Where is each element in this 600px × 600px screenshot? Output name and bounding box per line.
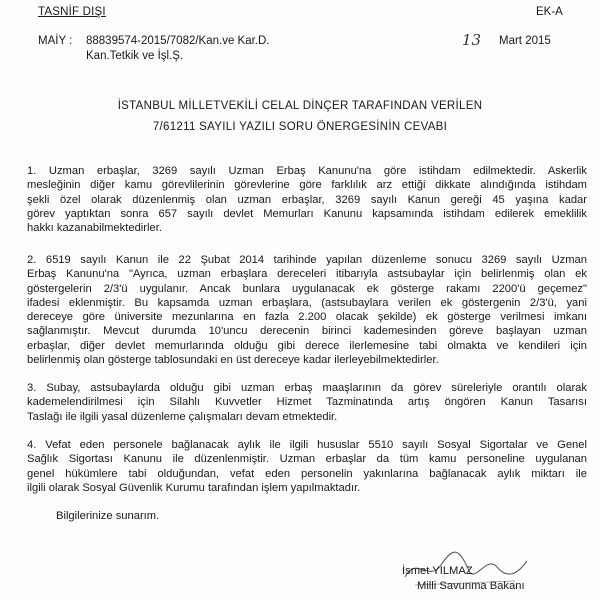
annex-label: EK-A xyxy=(536,6,563,18)
paragraph-3 xyxy=(27,381,587,424)
paragraph-line: Taslağı ile ilgili yasal düzenleme çalışmaları devam etmektedir. xyxy=(27,410,338,423)
signatory-name: İsmet YILMAZ xyxy=(402,565,473,577)
paragraph-line: ifadesi eklenmiştir. Bu kapsamda uzman erbaşlara, (astsubaylara verilen ek göstergenin 2/3'ü, yani xyxy=(27,296,587,309)
reference-department: Kan.Tetkik ve İşl.Ş. xyxy=(86,50,184,62)
paragraph-line: dereceye göre üniversite mezunlarına en fazla 2.200 olacak şekilde) ek gösterge verilmesi imkanı xyxy=(27,311,587,324)
paragraph-line: 2. 6519 sayılı Kanun ile 22 Şubat 2014 tarihinde yapılan düzenleme sonucu 3269 sayılı Uzman xyxy=(27,254,587,266)
paragraph-line: mesleğinin diğer kamu görevlilerinin görevlerine göre farklılık arz ettiği dikkate alındığında istihdam xyxy=(27,179,587,192)
paragraph-1 xyxy=(27,164,587,235)
paragraph-4 xyxy=(27,438,587,495)
paragraph-line: görev yaptıktan sonra 657 sayılı devlet Memurları Kanunu kapsamında istihdam edilerek emeklilik xyxy=(27,207,587,220)
paragraph-line: 4. Vefat eden personele bağlanacak aylık ile ilgili hususlar 5510 sayılı Sosyal Sigortalar ve Genel xyxy=(27,439,587,451)
paragraph-line: Erbaş Kanunu'na "Ayrıca, uzman erbaşlara dereceleri itibarıyla astsubaylar için belirlenmiş olan ek xyxy=(27,268,587,281)
closing-phrase: Bilgilerinize sunarım. xyxy=(56,510,160,522)
paragraph-line: 1. Uzman erbaşlar, 3269 sayılı Uzman Erbaş Kanunu'na göre istihdam edilmektedir. Askerlik xyxy=(27,165,587,177)
paragraph-line: erbaşlar, diğer devlet memurlarında olduğu gibi derece ilerlemesine tabi olmakta ve kendileri için xyxy=(27,339,587,352)
paragraph-line: şekli özel olarak düzenlenmiş olan uzman erbaşlar, 3269 sayılı Kanun gereği 45 yaşına kadar xyxy=(27,193,587,206)
document-title-line1: İSTANBUL MİLLETVEKİLİ CELAL DİNÇER TARAFINDAN VERİLEN xyxy=(117,100,483,112)
document-title-line2: 7/61211 SAYILI YAZILI SORU ÖNERGESİNİN CEVABI xyxy=(152,121,448,133)
paragraph-line: hakkı kazanabilmektedirler. xyxy=(27,222,162,235)
paragraph-line: 3. Subay, astsubaylarda olduğu gibi uzman erbaş maaşlarının da görev süreleriyle orantılı olarak xyxy=(27,382,587,394)
paragraph-line: genel hükümlere tabi olduğundan, vefat eden personelin yakınlarına bağlanacak aylık miktarı ile xyxy=(27,467,587,480)
from-label: MAİY : xyxy=(38,35,73,47)
paragraph-line: göstergelerin 2/3'ü uygulanır. Ancak bunlara uygulanacak ek gösterge rakamı 2200'ü geçemez" xyxy=(27,282,587,295)
classification-label: TASNİF DIŞI xyxy=(38,6,106,18)
paragraph-line: sağlanmıştır. Mevcut durumda 10'uncu derecenin birinci kademesinden göreve başlayan uzman xyxy=(27,325,587,338)
paragraph-line: Sağlık Sigortası Kanunu ile düzenlenmiştir. Uzman erbaşlar da tüm kamu personeline uygulanan xyxy=(27,453,587,466)
paragraph-line: belirlenmiş olan gösterge tablosundaki en üst dereceye kadar ilerleyebilmektedirler. xyxy=(27,354,439,367)
date-month-year: Mart 2015 xyxy=(499,35,551,47)
paragraph-2 xyxy=(27,253,587,367)
date-day-handwritten: 13 xyxy=(462,31,482,49)
paragraph-line: kademelendirilmesi için Silahlı Kuvvetler Hizmet Tazminatında artış öngören Kanun Tasarısı xyxy=(27,396,587,409)
signatory-title: Milli Savunma Bakanı xyxy=(417,580,525,592)
reference-number: 88839574-2015/7082/Kan.ve Kar.D. xyxy=(86,35,270,47)
paragraph-line: ilgili olarak Sosyal Güvenlik Kurumu tarafından işlem yapılmaktadır. xyxy=(27,481,361,494)
